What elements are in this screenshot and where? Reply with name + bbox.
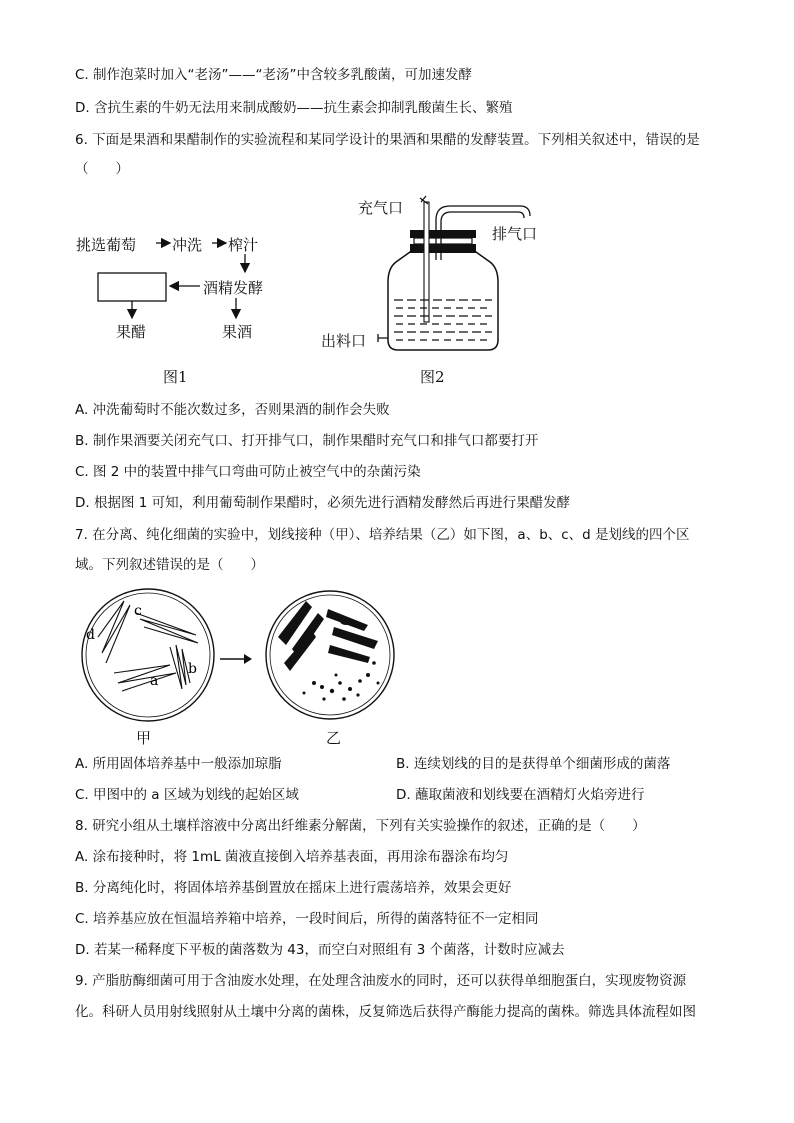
label-discharge-port: 出料口 (321, 332, 367, 350)
q5-option-c: C. 制作泡菜时加入“老汤”——“老汤”中含较多乳酸菌，可加速发酵 (75, 67, 472, 83)
q7-stem-line-1: 7. 在分离、纯化细菌的实验中，划线接种（甲）、培养结果（乙）如下图，a、b、c、d 是划线的四个区 (75, 527, 690, 543)
q7-option-d: D. 蘸取菌液和划线要在酒精灯火焰旁进行 (396, 787, 645, 803)
fermenter-drawing (370, 190, 540, 360)
q7-option-a: A. 所用固体培养基中一般添加琼脂 (75, 756, 282, 772)
q6-option-b: B. 制作果酒要关闭充气口、打开排气口，制作果醋时充气口和排气口都要打开 (75, 433, 539, 449)
q8-option-a: A. 涂布接种时，将 1mL 菌液直接倒入培养基表面，再用涂布器涂布均匀 (75, 849, 509, 865)
flow-chart-arrows (70, 228, 290, 328)
label-air-inlet: 充气口 (358, 199, 404, 217)
zone-label-c: c (134, 603, 142, 619)
flow-step-alcohol-fermentation: 酒精发酵 (203, 279, 264, 297)
q5-option-d: D. 含抗生素的牛奶无法用来制成酸奶——抗生素会抑制乳酸菌生长、繁殖 (75, 100, 513, 116)
zone-label-b: b (188, 661, 197, 677)
flow-blank-box (98, 273, 166, 301)
q6-answer-blank: （ ） (75, 161, 129, 177)
flow-result-wine: 果酒 (222, 323, 253, 341)
figure-1-caption: 图1 (163, 368, 188, 386)
figure-yi-caption: 乙 (326, 729, 342, 747)
q8-option-d: D. 若某一稀释度下平板的菌落数为 43，而空白对照组有 3 个菌落，计数时应减去 (75, 942, 565, 958)
q7-option-b: B. 连续划线的目的是获得单个细菌形成的菌落 (396, 756, 671, 772)
flow-result-vinegar: 果醋 (116, 323, 147, 341)
zone-label-a: a (150, 673, 159, 689)
flow-step-rinse: 冲洗 (172, 236, 203, 254)
q9-stem-line-2: 化。科研人员用射线照射从土壤中分离的菌株，反复筛选后获得产酶能力提高的菌株。筛选具体流程如图 (75, 1004, 696, 1020)
flow-step-juice: 榨汁 (228, 236, 259, 254)
figure-2-caption: 图2 (420, 368, 445, 386)
q8-option-c: C. 培养基应放在恒温培养箱中培养，一段时间后，所得的菌落特征不一定相同 (75, 911, 539, 927)
streak-plate-drawing (78, 587, 408, 727)
q6-option-c: C. 图 2 中的装置中排气口弯曲可防止被空气中的杂菌污染 (75, 464, 421, 480)
zone-label-d: d (86, 627, 95, 643)
q7-stem-line-2: 域。下列叙述错误的是（ ） (75, 557, 264, 573)
q9-stem-line-1: 9. 产脂肪酶细菌可用于含油废水处理，在处理含油废水的同时，还可以获得单细胞蛋白，实现废物资源 (75, 973, 687, 989)
q6-option-a: A. 冲洗葡萄时不能次数过多，否则果酒的制作会失败 (75, 402, 390, 418)
label-exhaust-port: 排气口 (492, 225, 538, 243)
q8-option-b: B. 分离纯化时，将固体培养基倒置放在摇床上进行震荡培养，效果会更好 (75, 880, 512, 896)
flow-step-select-grapes: 挑选葡萄 (76, 236, 137, 254)
q7-option-c: C. 甲图中的 a 区域为划线的起始区域 (75, 787, 299, 803)
q6-stem: 6. 下面是果酒和果醋制作的实验流程和某同学设计的果酒和果醋的发酵装置。下列相关叙述中，错误的是 (75, 132, 700, 148)
q6-option-d: D. 根据图 1 可知，利用葡萄制作果醋时，必须先进行酒精发酵然后再进行果醋发酵 (75, 495, 571, 511)
q8-stem: 8. 研究小组从土壤样溶液中分离出纤维素分解菌，下列有关实验操作的叙述，正确的是（ ） (75, 818, 646, 834)
figure-jia-caption: 甲 (136, 729, 152, 747)
